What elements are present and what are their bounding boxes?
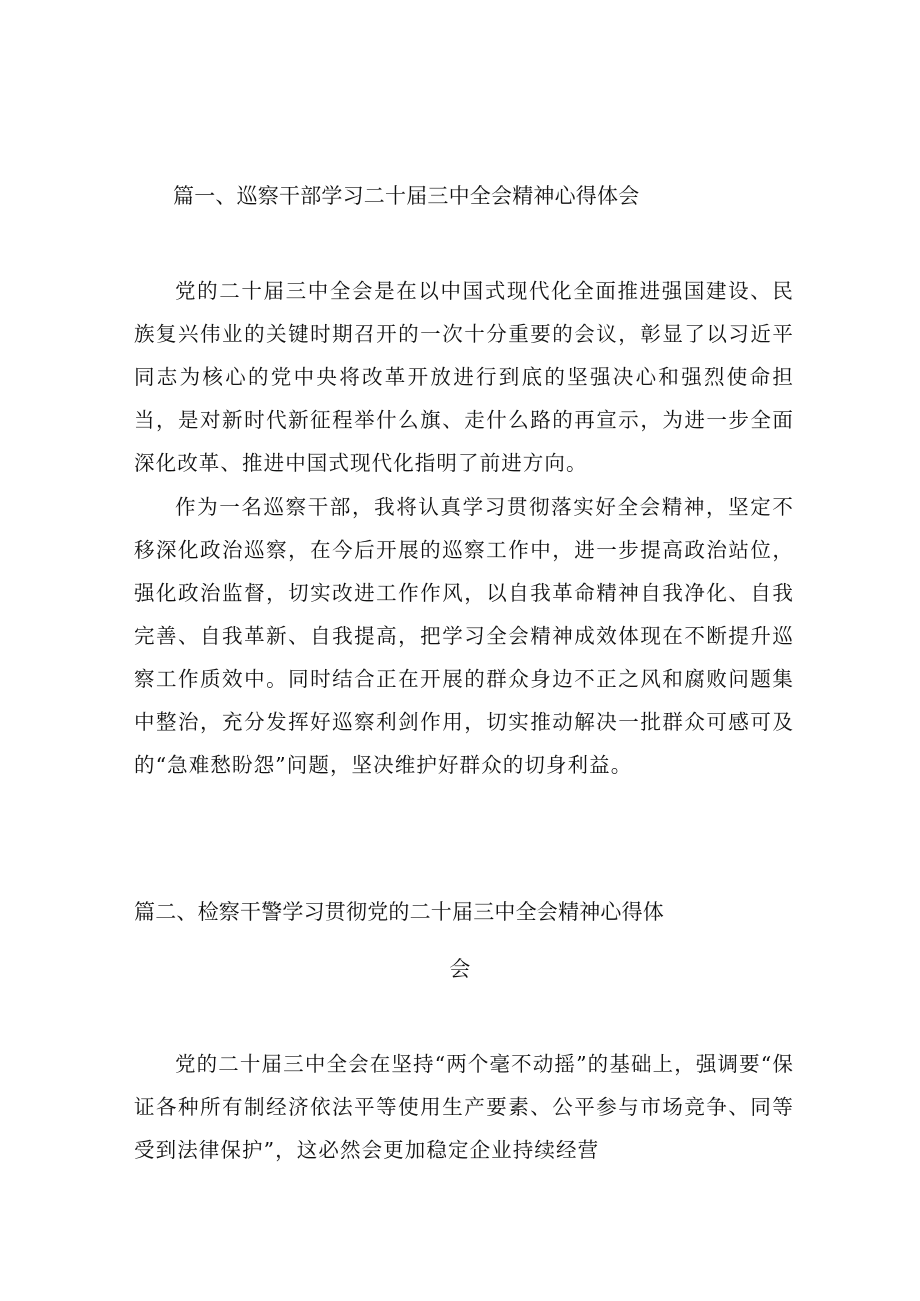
section-1-paragraph-1: 党的二十届三中全会是在以中国式现代化全面推进强国建设、民族复兴伟业的关键时期召开的一次十分重要的会议，彰显了以习近平同志为核心的党中央将改革开放进行到底的坚强决心和强烈使命担当，是对新时代新征程举什么旗、走什么路的再宣示，为进一步全面深化改革、推进中国式现代化指明了前进方向。 bbox=[134, 279, 794, 475]
section-2-title-line-1: 篇二、检察干警学习贯彻党的二十届三中全会精神心得体 bbox=[134, 900, 664, 924]
section-1-title: 篇一、巡察干部学习二十届三中全会精神心得体会 bbox=[173, 184, 640, 208]
section-1-paragraph-2: 作为一名巡察干部，我将认真学习贯彻落实好全会精神，坚定不移深化政治巡察，在今后开展的巡察工作中，进一步提高政治站位，强化政治监督，切实改进工作作风，以自我革命精神自我净化、自我完善、自我革新、自我提高，把学习全会精神成效体现在不断提升巡察工作质效中。同时结合正在开展的群众身边不正之风和腐败问题集中整治，充分发挥好巡察利剑作用，切实推动解决一批群众可感可及的“急难愁盼怨”问题，坚决维护好群众的切身利益。 bbox=[134, 495, 794, 777]
section-2-title-line-2: 会 bbox=[449, 957, 471, 981]
section-2-paragraph-1: 党的二十届三中全会在坚持“两个毫不动摇”的基础上，强调要“保证各种所有制经济依法平等使用生产要素、公平参与市场竞争、同等受到法律保护”，这必然会更加稳定企业持续经营 bbox=[134, 1052, 794, 1162]
